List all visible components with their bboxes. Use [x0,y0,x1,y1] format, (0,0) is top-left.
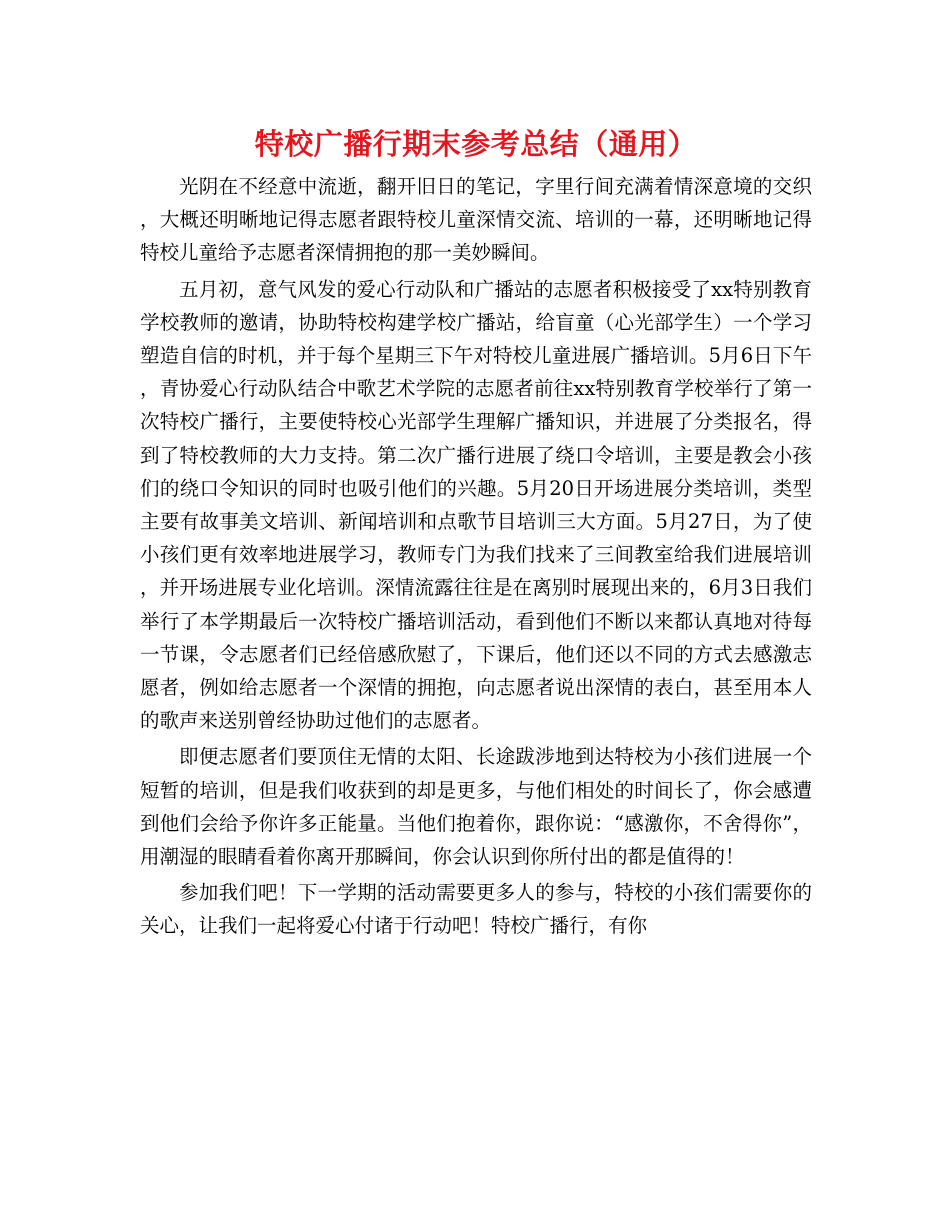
document-page [140,118,812,943]
paragraph-2: 五月初，意气风发的爱心行动队和广播站的志愿者积极接受了xx特别教育学校教师的邀请，协助特校构建学校广播站，给盲童（心光部学生）一个学习塑造自信的时机，并于每个星期三下午对特校儿童进展广播培训。5月6日下午，青协爱心行动队结合中歌艺术学院的志愿者前往xx特别教育学校举行了第一次特校广播行，主要使特校心光部学生理解广播知识，并进展了分类报名，得到了特校教师的大力支持。第二次广播行进展了绕口令培训，主要是教会小孩们的绕口令知识的同时也吸引他们的兴趣。5月20日开场进展分类培训，类型主要有故事美文培训、新闻培训和点歌节目培训三大方面。5月27日，为了使小孩们更有效率地进展学习，教师专门为我们找来了三间教室给我们进展培训，并开场进展专业化培训。深情流露往往是在离别时展现出来的，6月3日我们举行了本学期最后一次特校广播培训活动，看到他们不断以来都认真地对待每一节课，令志愿者们已经倍感欣慰了，下课后，他们还以不同的方式去感激志愿者，例如给志愿者一个深情的拥抱，向志愿者说出深情的表白，甚至用本人的歌声来送别曾经协助过他们的志愿者。 [140,277,812,733]
paragraph-3: 即便志愿者们要顶住无情的太阳、长途跋涉地到达特校为小孩们进展一个短暂的培训，但是我们收获到的却是更多，与他们相处的时间长了，你会感遭到他们会给予你许多正能量。当他们抱着你，跟你说：“感激你，不舍得你”，用潮湿的眼睛看着你离开那瞬间，你会认识到你所付出的都是值得的！ [140,745,812,869]
paragraph-1: 光阴在不经意中流逝，翻开旧日的笔记，字里行间充满着情深意境的交织，大概还明晰地记得志愿者跟特校儿童深情交流、培训的一幕，还明晰地记得特校儿童给予志愿者深情拥抱的那一美妙瞬间。 [140,175,812,265]
document-title: 特校广播行期末参考总结（通用） [254,127,698,161]
paragraph-4: 参加我们吧！下一学期的活动需要更多人的参与，特校的小孩们需要你的关心，让我们一起将爱心付诸于行动吧！特校广播行，有你 [140,881,812,938]
